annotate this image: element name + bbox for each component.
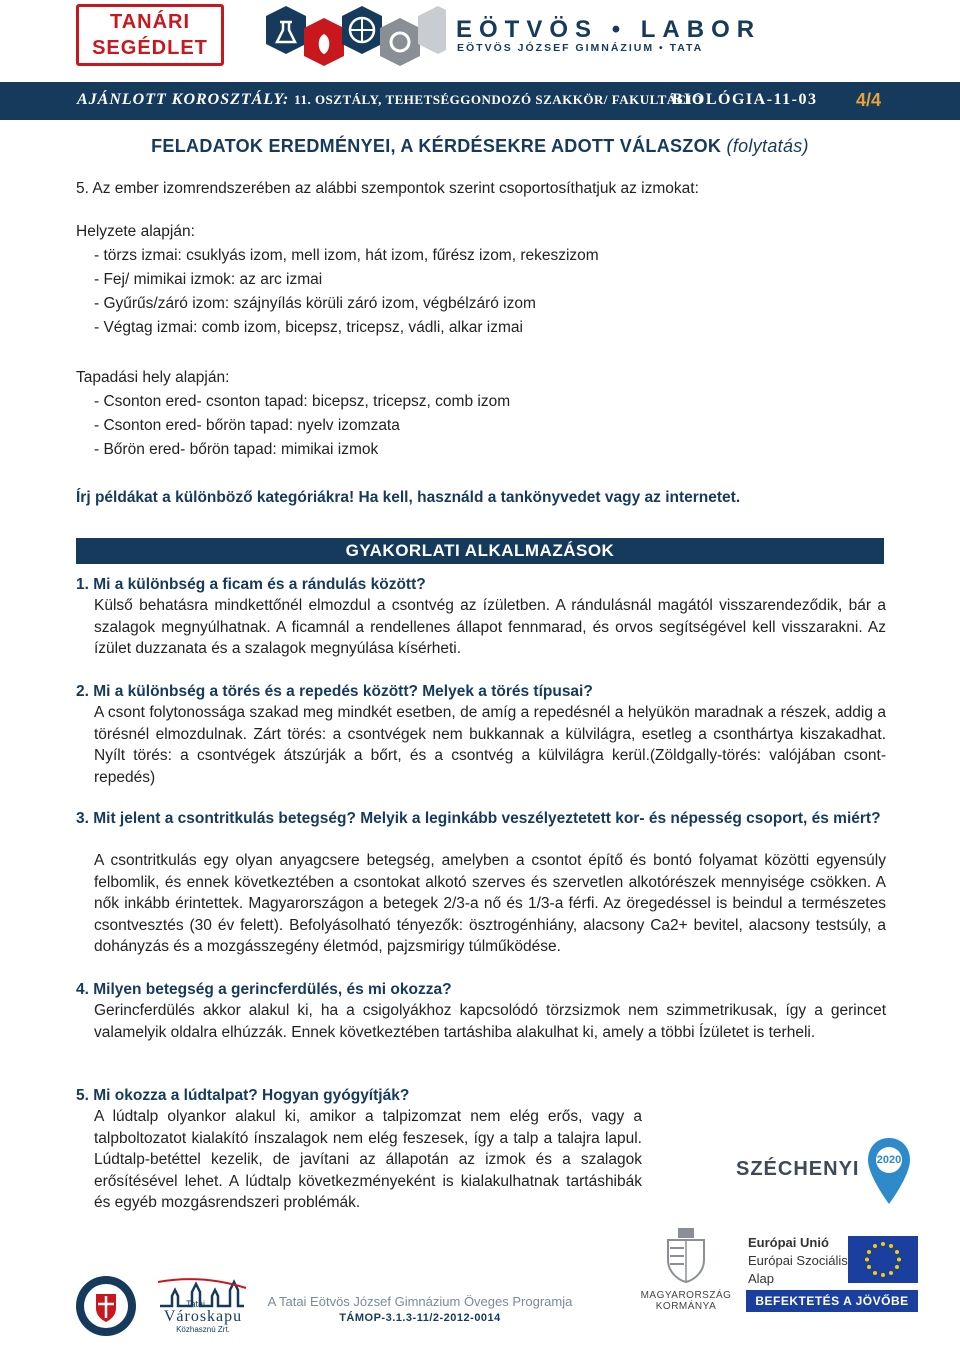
instruction-text: Írj példákat a különböző kategóriákra! Ha kell, használd a tankönyvedet vagy az internetet. bbox=[76, 489, 741, 506]
eu-line1: Európai Unió bbox=[748, 1235, 829, 1250]
program-text: A Tatai Eötvös József Gimnázium Öveges Programja bbox=[267, 1294, 573, 1309]
answer-2: A csont folytonossága szakad meg mindkét esetben, de amíg a repedésnél a helyükön maradnak a részek, addig a törésnél elmozdulnak. Zárt törés: a csontvégek nem bukkannak a külvilágra, esetleg a csonthártya kiszakadhat. Nyílt törés: a csontvégek átszúrják a bőrt, és a csontvég a külvilágra kerül.(Zöldgally-törés: valójában csont-repedés) bbox=[94, 704, 886, 786]
government-line1: MAGYARORSZÁG bbox=[640, 1290, 732, 1301]
answer-5: A lúdtalp olyankor alakul ki, amikor a talpizomzat nem elég erős, vagy a talpboltozatot kialakító ínszalagok nem elég feszesek, így a talp a talajra lapul. Lúdtalp-betéttel kezelik, de javítani az állapotán az izmok és a szalagok erősítésével lehet. A lúdtalp következményeként is kialakulhatnak tartáshibák és egyéb mozgásrendszeri problémák. bbox=[94, 1108, 642, 1211]
brand-title: EÖTVÖS • LABOR bbox=[456, 16, 762, 43]
varos-small: Tatai bbox=[186, 1299, 206, 1309]
eu-band: BEFEKTETÉS A JÖVŐBE bbox=[746, 1290, 918, 1312]
eu-flag-icon bbox=[848, 1236, 918, 1283]
szechenyi-text: SZÉCHENYI bbox=[736, 1158, 860, 1180]
school-crest-icon bbox=[74, 1274, 138, 1338]
brand-subtitle: EÖTVÖS JÓZSEF GIMNÁZIUM • TATA bbox=[457, 42, 704, 54]
government-title bbox=[640, 1290, 732, 1312]
szechenyi-year: 2020 bbox=[876, 1154, 902, 1166]
page-number: 4/4 bbox=[856, 90, 882, 110]
tapadasi-item: - Bőrön ered- bőrön tapad: mimikai izmok bbox=[94, 441, 379, 458]
tapadasi-item: - Csonton ered- csonton tapad: bicepsz, tricepsz, comb izom bbox=[94, 393, 511, 410]
question-3: 3. Mit jelent a csontritkulás betegség? Melyik a leginkább veszélyeztetett kor- és népesség csoport, és miért? bbox=[76, 810, 881, 827]
page-header bbox=[0, 0, 960, 80]
section-title-main: FELADATOK EREDMÉNYEI, A KÉRDÉSEKRE ADOTT VÁLASZOK bbox=[151, 136, 722, 156]
question-5: 5. Mi okozza a lúdtalpat? Hogyan gyógyítják? bbox=[76, 1087, 410, 1104]
info-band bbox=[0, 82, 960, 120]
stamp-line2: SEGÉDLET bbox=[92, 37, 208, 59]
subject-code: BIOLÓGIA-11-03 bbox=[672, 91, 818, 108]
helyzete-item: - törzs izmai: csuklyás izom, mell izom, hát izom, fűrész izom, rekeszizom bbox=[94, 247, 599, 264]
location-pin-icon bbox=[866, 1136, 912, 1206]
tanari-segedlet-stamp bbox=[76, 4, 224, 66]
eu-line3: Alap bbox=[748, 1271, 775, 1286]
stamp-line1: TANÁRI bbox=[109, 11, 191, 33]
helyzete-item: - Végtag izmai: comb izom, bicepsz, tricepsz, vádli, alkar izmai bbox=[94, 319, 523, 336]
tapadasi-item: - Csonton ered- bőrön tapad: nyelv izomzata bbox=[94, 417, 400, 434]
question-2: 2. Mi a különbség a törés és a repedés között? Melyek a törés típusai? bbox=[76, 683, 593, 700]
szechenyi-2020-logo bbox=[734, 1110, 914, 1210]
eu-line2: Európai Szociális bbox=[748, 1253, 848, 1268]
eotvos-labor-logo-icon bbox=[266, 4, 446, 68]
practical-title: GYAKORLATI ALKALMAZÁSOK bbox=[76, 538, 884, 564]
tamop-code: TÁMOP-3.1.3-11/2-2012-0014 bbox=[339, 1312, 501, 1324]
answer-3: A csontritkulás egy olyan anyagcsere betegség, amelyben a csontot építő és bontó folyamat közötti egyensúly felbomlik, és ennek következtében a csontokat alkotó szerves és szervetlen alkotórészek mennyisége csökken. A nők inkább érintettek. Magyarországon a betegek 2/3-a nő és 1/3-a férfi. Az öregedéssel is beindul a természetes csontvesztés (30 év felett). Befolyásolható tényezők: ösztrogénhiány, alacsony Ca2+ bevitel, alacsony testsúly, a dohányzás és a mozgásszegény életmód, pajzsmirigy túlműködése. bbox=[94, 852, 886, 955]
section-title bbox=[76, 136, 884, 157]
age-info bbox=[77, 91, 703, 109]
eu-text bbox=[748, 1234, 848, 1288]
helyzete-item: - Gyűrűs/záró izom: szájnyílás körüli záró izom, végbélzáró izom bbox=[94, 295, 536, 312]
section-title-paren: (folytatás) bbox=[726, 136, 809, 156]
age-label: AJÁNLOTT KOROSZTÁLY: bbox=[77, 91, 290, 108]
helyzete-item: - Fej/ mimikai izmok: az arc izmai bbox=[94, 271, 323, 288]
government-line2: KORMÁNYA bbox=[655, 1301, 717, 1312]
varos-sub: Közhasznú Zrt. bbox=[176, 1325, 230, 1334]
answer-1: Külső behatásra mindkettőnél elmozdul a csontvég az ízületben. A rándulásnál magától visszarendeződik, bár a szalagok megnyúlhatnak. A ficamnál a rendellenes állapot fennmarad, és orvos segítségével kell visszarakni. Az ízület duzzanata és a szalagok megnyúlása kísérheti. bbox=[94, 597, 886, 657]
answer-4: Gerincferdülés akkor alakul ki, ha a csigolyákhoz kapcsolódó törzsizmok nem szimmetrikusak, így a gerincet valamelyik oldalra elhúzzák. Ennek következtében tartáshiba alakulhat ki, amely a többi Ízületet is terheli. bbox=[94, 1002, 886, 1041]
question-1: 1. Mi a különbség a ficam és a rándulás között? bbox=[76, 576, 426, 593]
varos-name: Városkapu bbox=[163, 1308, 243, 1325]
question-4: 4. Milyen betegség a gerincferdülés, és mi okozza? bbox=[76, 981, 452, 998]
tapadasi-heading: Tapadási hely alapján: bbox=[76, 369, 230, 386]
hungarian-coat-of-arms-icon bbox=[664, 1228, 708, 1284]
helyzete-heading: Helyzete alapján: bbox=[76, 223, 195, 240]
intro-text: 5. Az ember izomrendszerében az alábbi szempontok szerint csoportosíthatjuk az izmokat: bbox=[76, 180, 699, 197]
age-value: 11. OSZTÁLY, TEHETSÉGGONDOZÓ SZAKKÖR/ FAKULTÁCIÓ bbox=[294, 92, 703, 107]
